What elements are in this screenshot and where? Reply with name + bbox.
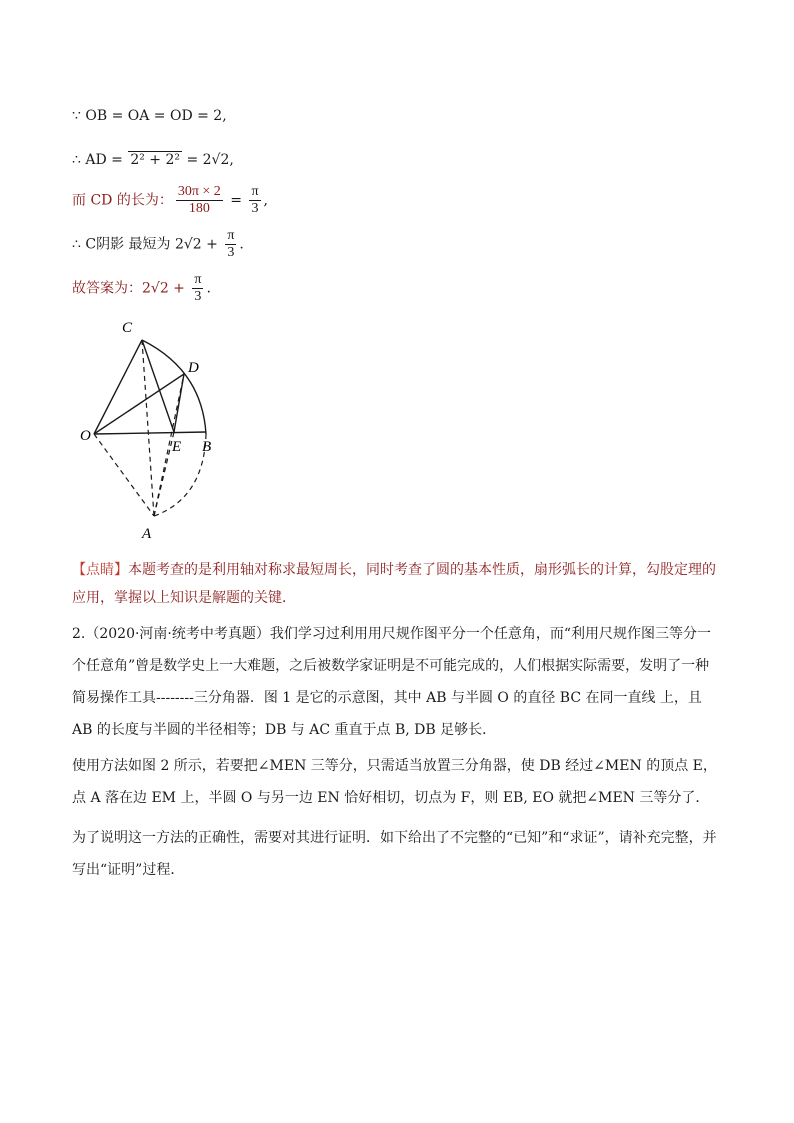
segment-oa-dashed	[94, 434, 154, 516]
sqrt-radicand: 2² + 2²	[130, 152, 180, 168]
fraction-numerator: π	[194, 272, 202, 287]
solution-line-4	[72, 228, 244, 261]
label-d: D	[188, 360, 199, 376]
solution-line-4-prefix: ∴ C阴影 最短为 2√2 +	[72, 236, 223, 253]
problem-2-usage	[72, 750, 722, 814]
answer-end: .	[206, 280, 211, 297]
pi-over-3-fraction	[192, 272, 203, 305]
fraction-numerator: π	[251, 184, 259, 199]
pi-over-3-fraction	[225, 228, 236, 261]
problem-2-paragraph-1: 2.（2020·河南·统考中考真题）我们学习过利用用尺规作图平分一个任意角，而“利用尺规作图三等分一个任意角”曾是数学史上一大难题，之后被数学家证明是不可能完成的，人们根据实际需要，发明了一种简易操作工具--------三分角器．图 1 是它的示意图，其中 AB 与半圆 O 的直径 BC 在同一直线 上，且 AB 的长度与半圆的半径相等；DB 与 AC 重直于点 B, DB 足够长．	[72, 626, 712, 738]
answer-prefix: 故答案为：2√2 +	[72, 280, 190, 297]
geometry-figure	[72, 312, 232, 542]
key-point-comment	[72, 556, 722, 612]
problem-2-statement	[72, 618, 722, 746]
segment-ca-dashed	[142, 340, 154, 516]
solution-line-1-text: ∵ OB = OA = OD = 2,	[72, 108, 227, 124]
fraction-denominator: 3	[227, 245, 235, 260]
fraction-denominator: 180	[188, 201, 210, 216]
label-e: E	[172, 439, 182, 455]
label-b: B	[202, 439, 212, 455]
fraction-numerator: π	[227, 228, 235, 243]
segment-oc	[94, 340, 142, 434]
solution-line-2-suffix: = 2√2,	[182, 152, 234, 168]
segment-ce	[142, 340, 174, 432]
solution-answer-line	[72, 272, 211, 305]
solution-line-3	[72, 184, 268, 217]
problem-2-paragraph-3: 为了说明这一方法的正确性，需要对其进行证明．如下给出了不完整的“已知”和“求证”，请补充完整，并写出“证明”过程．	[72, 830, 717, 878]
problem-2-instruction	[72, 822, 722, 886]
solution-line-1	[72, 106, 227, 126]
arc-cb	[142, 340, 206, 434]
fraction-numerator: 30π × 2	[177, 184, 221, 199]
line-3-end: ,	[263, 192, 268, 209]
segment-ob	[94, 432, 206, 434]
pi-over-3-fraction	[249, 184, 260, 217]
label-c: C	[122, 320, 133, 336]
fraction-denominator: 3	[251, 201, 259, 216]
solution-line-3-prefix: 而 CD 的长为：	[72, 192, 173, 209]
arc-length-fraction	[176, 184, 223, 217]
fraction-denominator: 3	[194, 289, 202, 304]
line-4-end: .	[239, 236, 244, 253]
segment-od	[94, 374, 184, 434]
label-a: A	[142, 526, 152, 542]
comment-text: 本题考查的是利用轴对称求最短周长，同时考查了圆的基本性质，扇形弧长的计算，勾股定理的应用，掌握以上知识是解题的关键．	[72, 562, 716, 606]
problem-2-paragraph-2: 使用方法如图 2 所示，若要把∠MEN 三等分，只需适当放置三分角器，使 DB 经过∠MEN 的顶点 E，点 A 落在边 EM 上，半圆 O 与另一边 EN 恰好相切，切点为 F，则 EB, EO 就把∠MEN 三等分了．	[72, 758, 717, 806]
equals-sign: =	[225, 192, 247, 209]
solution-line-2	[72, 150, 234, 170]
solution-line-2-prefix: ∴ AD =	[72, 152, 128, 168]
comment-tag: 【点睛】	[72, 562, 128, 578]
label-o: O	[80, 428, 91, 444]
